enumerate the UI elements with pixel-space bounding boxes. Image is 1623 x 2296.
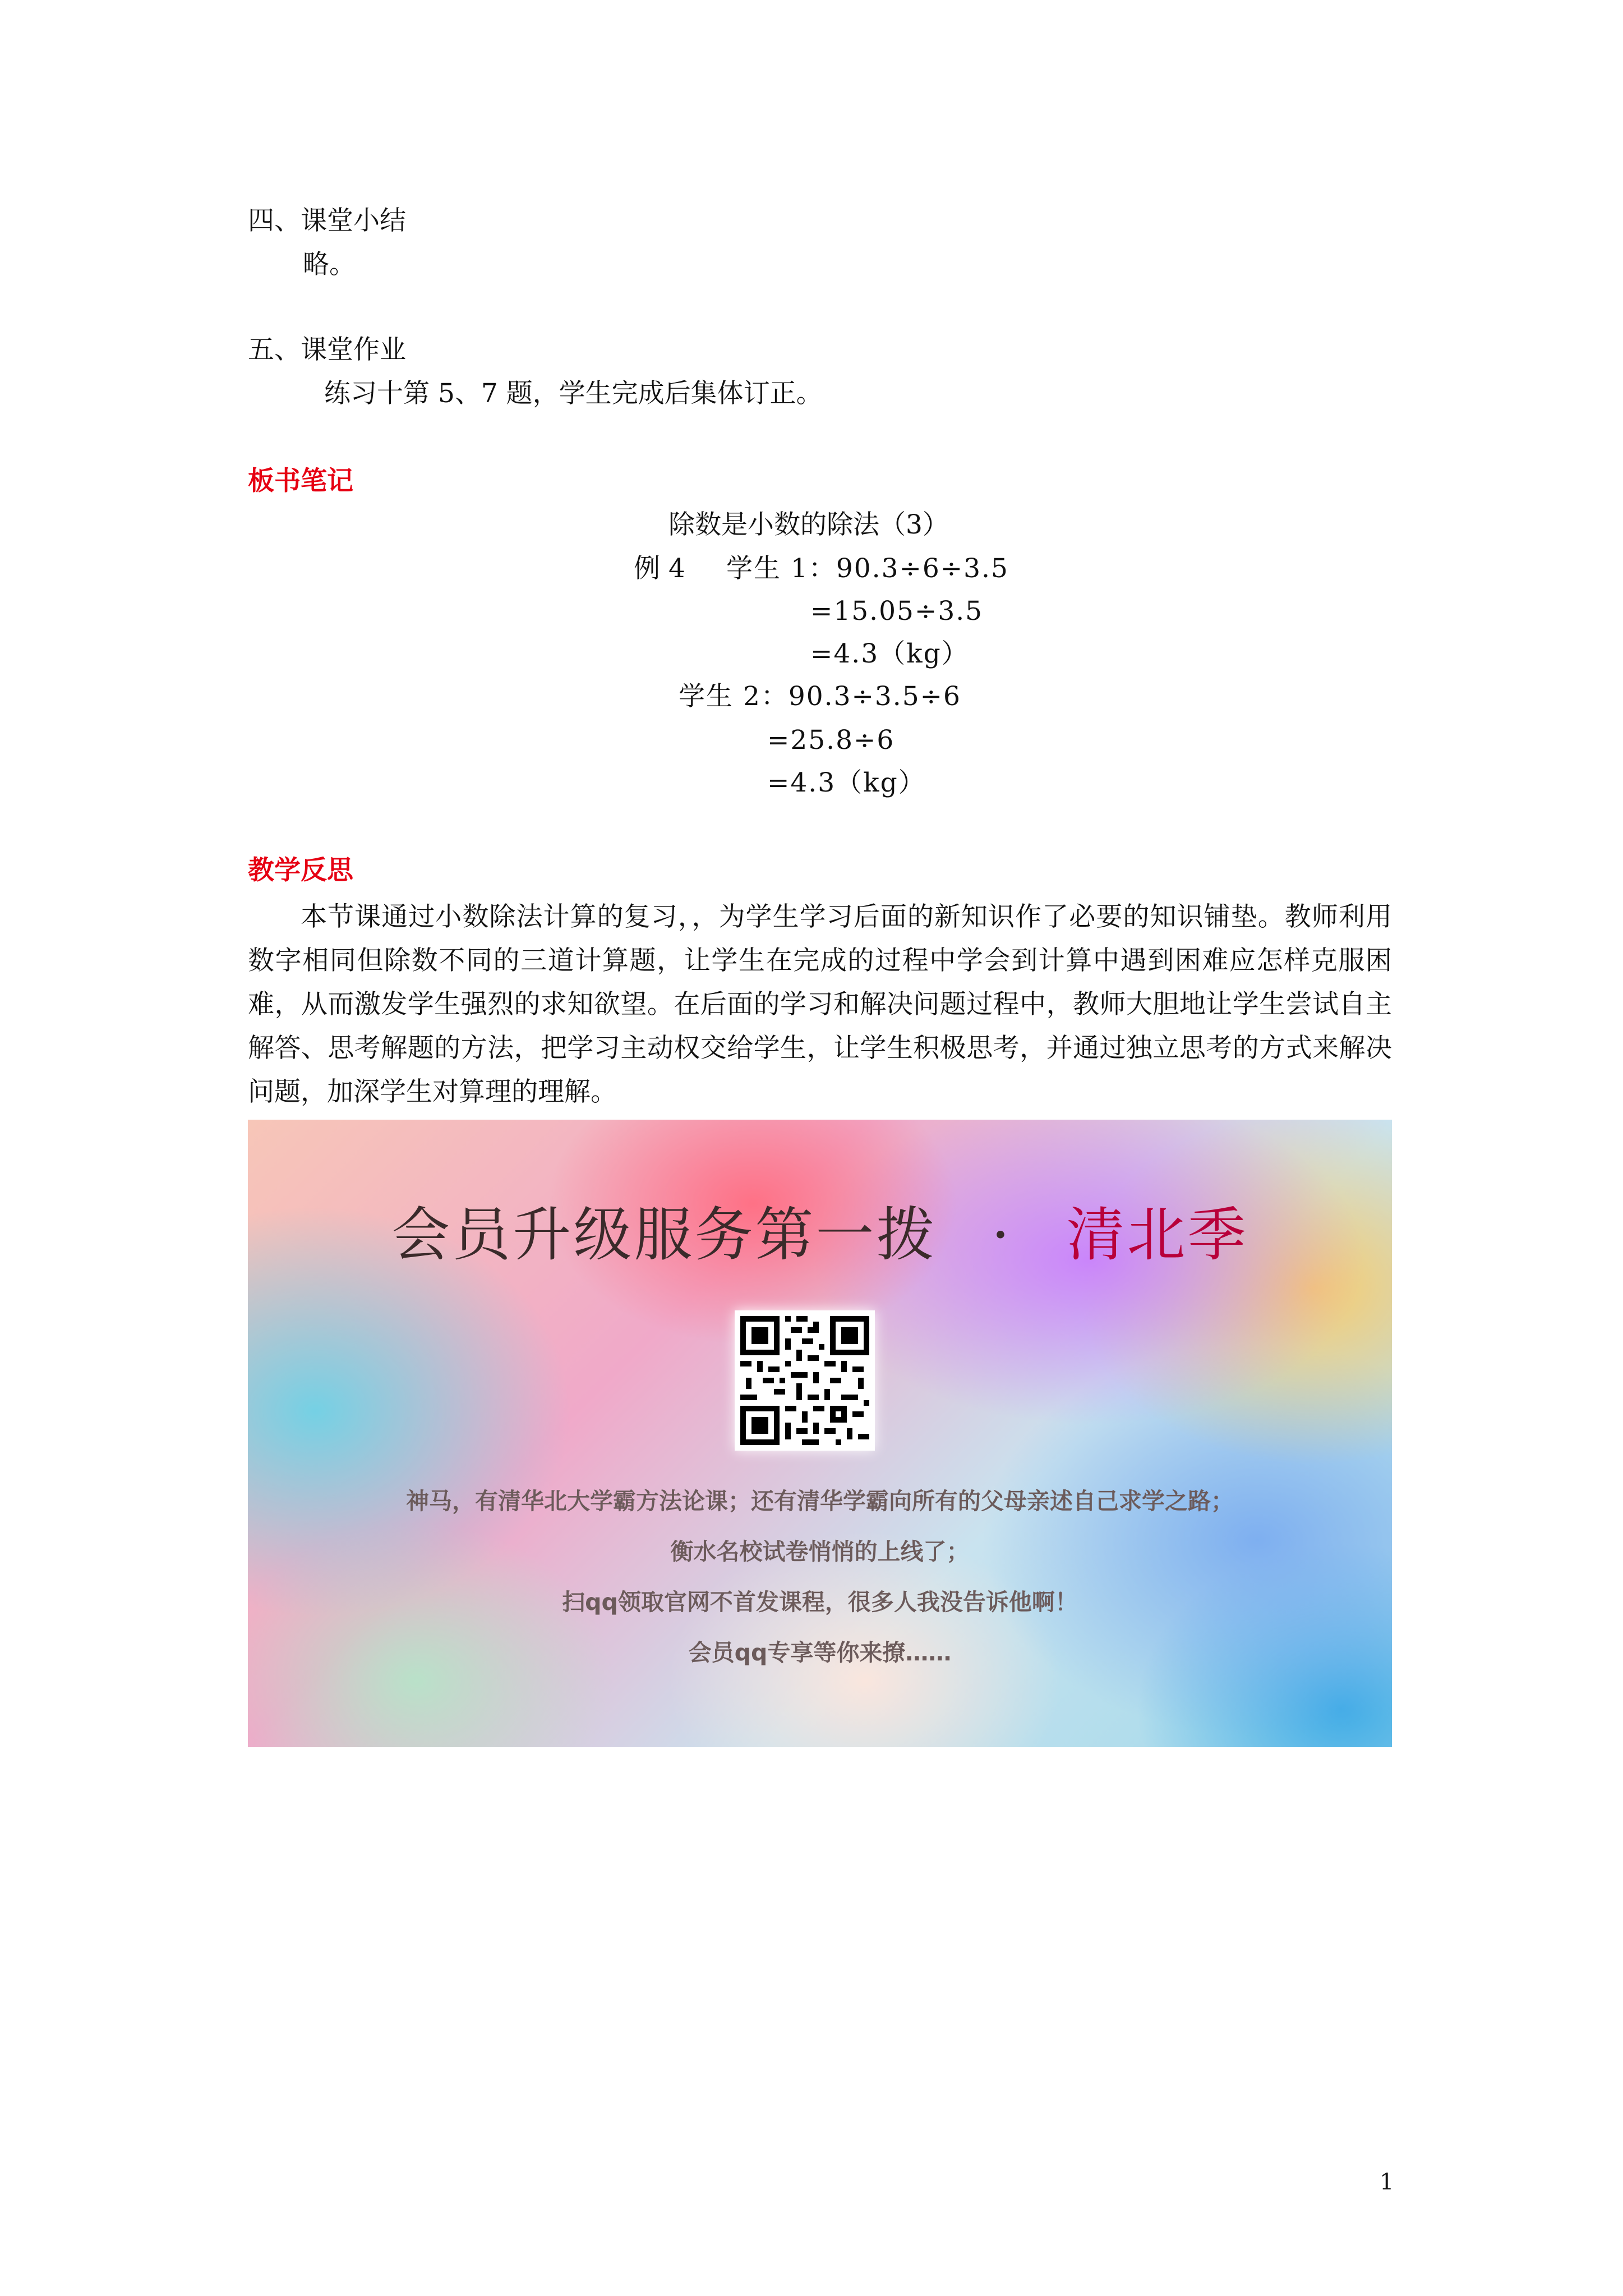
banner-title [248,1198,1392,1271]
student-1-line-1: 学生 1：90.3÷6÷3.5 [726,553,1009,584]
banner-line-1: 神马，有清华北大学霸方法论课；还有清华学霸向所有的父母亲述自己求学之路； [406,1488,1234,1515]
banner-line-4: 会员qq专享等你来撩…… [688,1639,952,1666]
qr-code-icon[interactable] [735,1310,875,1451]
banner-title-part-1: 会员升级服务第一拨 [391,1200,937,1269]
reflection-paragraph: 本节课通过小数除法计算的复习，，为学生学习后面的新知识作了必要的知识铺垫。教师利用数字相同但除数不同的三道计算题，让学生在完成的过程中学会到计算中遇到困难应怎样克服困难，从而激发学生强烈的求知欲望。在后面的学习和解决问题过程中，教师大胆地让学生尝试自主解答、思考解题的方法，把学习主动权交给学生，让学生积极思考，并通过独立思考的方式来解决问题，加深学生对算理的理解。 [248,901,1392,1107]
board-notes-heading: 板书笔记 [248,466,353,496]
banner-title-separator: · [991,1200,1012,1269]
banner-line-3: 扫qq领取官网不首发课程，很多人我没告诉他啊！ [562,1589,1078,1616]
student-1-line-3: =4.3（kg） [810,638,969,669]
banner-line-2: 衡水名校试卷悄悄的上线了； [670,1538,970,1565]
student-2-line-3: =4.3（kg） [767,767,926,798]
section-5-heading: 五、课堂作业 [248,334,406,365]
example-label: 例 4 [634,553,685,584]
section-4-body: 略。 [303,249,356,280]
qr-code-graphic [735,1310,875,1451]
reflection-heading: 教学反思 [248,855,353,886]
banner-title-part-2: 清北季 [1066,1200,1248,1269]
student-2-line-1: 学生 2：90.3÷3.5÷6 [679,681,961,712]
section-5-body: 练习十第 5、7 题，学生完成后集体订正。 [324,378,823,409]
student-2-line-2: =25.8÷6 [767,725,895,756]
section-4-heading: 四、课堂小结 [248,205,406,236]
board-title: 除数是小数的除法（3） [668,509,949,540]
student-1-line-2: =15.05÷3.5 [810,596,984,627]
page-number: 1 [1380,2169,1394,2195]
promo-banner[interactable] [248,1120,1392,1747]
